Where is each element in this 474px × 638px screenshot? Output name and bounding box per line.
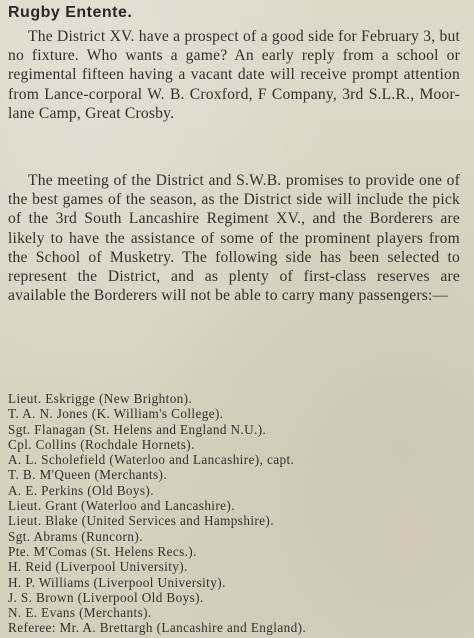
team-list <box>8 391 464 620</box>
team-member: Sgt. Abrams (Runcorn). <box>8 528 143 544</box>
team-member: Pte. M'Comas (St. Helens Recs.). <box>8 543 197 559</box>
team-member: Lieut. Grant (Waterloo and Lancashire). <box>8 498 235 514</box>
article-paragraph-match: The meeting of the District and S.W.B. promises to provide one of the best games of the season, as the District side will include the pick of the 3rd South Lancashire Regiment XV., and the Borderers are likely to have the assistance of some of the prominent players from the School of Musketry. The following side has been selected to represent the District, and as plenty of first-class reserves are available the Borderers will not be able to carry many passengers:— <box>8 172 460 305</box>
team-member: Lieut. Eskrigge (New Brighton). <box>8 391 193 406</box>
team-member: Sgt. Flanagan (St. Helens and England N.U.). <box>8 421 267 437</box>
referee-line: Referee: Mr. A. Brettargh (Lancashire and England). <box>8 620 307 635</box>
article-paragraph-fixture: The District XV. have a prospect of a good side for February 3, but no fixture. Who wants a game? An early reply from a school or regimental fifteen having a vacant date will receive prompt attention from Lance-corporal W. B. Croxford, F Company, 3rd S.L.R., Moor-lane Camp, Great Crosby. <box>8 28 460 122</box>
team-member: A. L. Scholefield (Waterloo and Lancashire), capt. <box>8 452 295 468</box>
team-member: T. B. M'Queen (Merchants). <box>8 467 168 483</box>
article-heading: Rugby Entente. <box>8 4 133 21</box>
team-member: N. E. Evans (Merchants). <box>8 605 152 621</box>
team-member: J. S. Brown (Liverpool Old Boys). <box>8 589 204 605</box>
team-member: A. E. Perkins (Old Boys). <box>8 482 154 498</box>
team-member: H. Reid (Liverpool University). <box>8 559 188 575</box>
team-member: Cpl. Collins (Rochdale Hornets). <box>8 436 195 452</box>
team-member: H. P. Williams (Liverpool University). <box>8 574 226 590</box>
team-member: Lieut. Blake (United Services and Hampshire). <box>8 513 274 529</box>
team-member: T. A. N. Jones (K. William's College). <box>8 406 224 422</box>
